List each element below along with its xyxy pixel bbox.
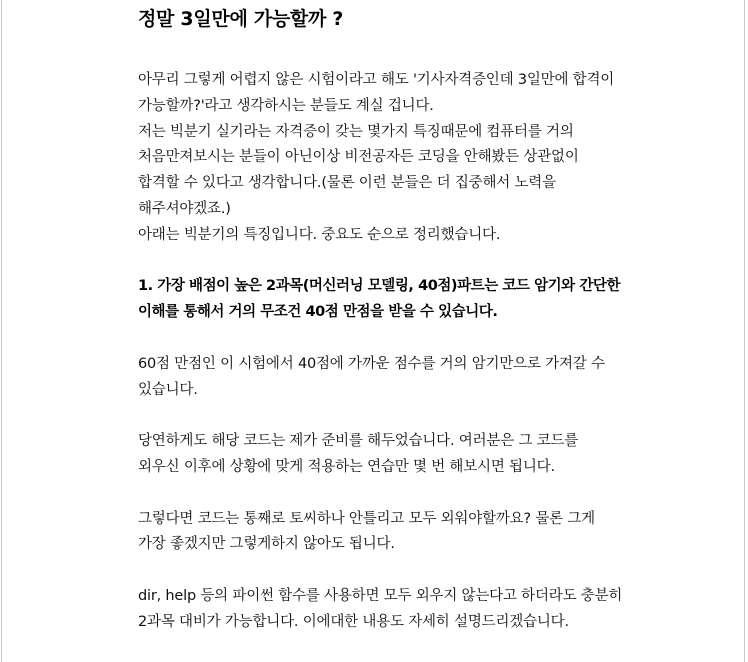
text-line: 그렇다면 코드는 통째로 토씨하나 안틀리고 모두 외워야할까요? 물론 그게 [138,510,595,527]
paragraph-intro [138,68,668,249]
paragraph-spacer [138,481,668,507]
paragraph-spacer [138,558,668,584]
text-line: 합격할 수 있다고 생각합니다.(물론 이런 분들은 더 집중해서 노력을 [138,175,556,192]
text-line: 있습니다. [138,381,198,398]
text-line: 당연하게도 해당 코드는 제가 준비를 해두었습니다. 여러분은 그 코드를 [138,433,579,450]
paragraph-python-help [138,584,668,636]
paragraph-spacer [138,249,668,275]
document-page [1,0,745,662]
text-line: 외우신 이후에 상황에 맞게 적용하는 연습만 몇 번 해보시면 됩니다. [138,458,555,475]
text-line: 처음만져보시는 분들이 아닌이상 비전공자든 코딩을 안해봤든 상관없이 [138,149,579,166]
paragraph-code-prepared [138,429,668,481]
text-line: 아무리 그렇게 어렵지 않은 시험이라고 해도 '기사자격증인데 3일만에 합격이 [138,72,615,88]
text-line: 가능할까?'라고 생각하시는 분들도 계실 겁니다. [138,97,434,114]
paragraph-score-explanation [138,352,668,404]
text-line: dir, help 등의 파이썬 함수를 사용하면 모두 외우지 않는다고 하더라도 충분히 [138,587,623,604]
paragraph-point-1-heading [138,274,668,326]
text-line: 가장 좋겠지만 그렇게하지 않아도 됩니다. [138,536,395,553]
text-line: 아래는 빅분기의 특징입니다. 중요도 순으로 정리했습니다. [138,226,501,243]
text-line: 저는 빅분기 실기라는 자격증이 갖는 몇가지 특징때문에 컴퓨터를 거의 [138,123,574,140]
text-line: 60점 만점인 이 시험에서 40점에 가까운 점수를 거의 암기만으로 가져갈 수 [138,355,605,372]
document-body [138,68,668,636]
bold-text-line: 1. 가장 배점이 높은 2과목(머신러닝 모델링, 40점)파트는 코드 암기와 간단한 [138,278,621,295]
paragraph-memorize-question [138,507,668,559]
text-line: 해주셔야겠죠.) [138,200,231,217]
paragraph-spacer [138,403,668,429]
text-line: 2과목 대비가 가능합니다. 이에대한 내용도 자세히 설명드리겠습니다. [138,613,569,630]
paragraph-spacer [138,326,668,352]
bold-text-line: 이해를 통해서 거의 무조건 40점 만점을 받을 수 있습니다. [138,304,498,321]
page-title: 정말 3일만에 가능할까 ? [138,8,344,30]
